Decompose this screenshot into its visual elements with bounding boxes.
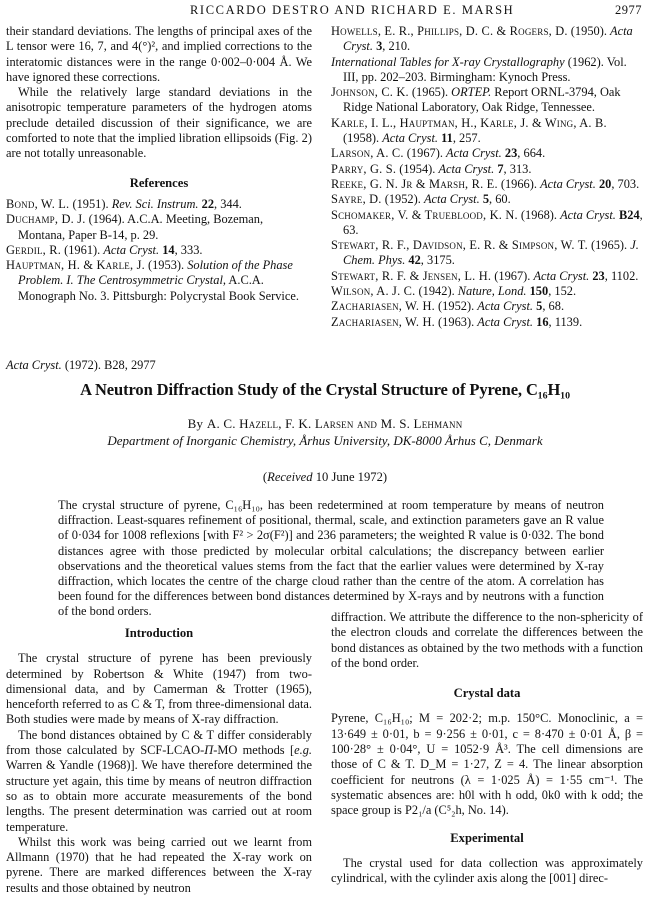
- introduction-paragraph-1: The crystal structure of pyrene has been previously determined by Robertson & White (1947) from two-dimensional data, and by Camerman & Trotter (1965), henceforth referred to as C & T, from three-dimensional data. Both studies were made by means of X-ray diffraction.: [6, 651, 312, 727]
- reference-item: Duchamp, D. J. (1964). A.C.A. Meeting, Bozeman, Montana, Paper B-14, p. 29.: [6, 212, 264, 242]
- reference-item: Johnson, C. K. (1965). ORTEP. Report ORNL-3794, Oak Ridge National Laboratory, Oak Ridge, Tennessee.: [331, 85, 621, 115]
- introduction-heading: Introduction: [124, 626, 194, 640]
- reference-item: Karle, I. L., Hauptman, H., Karle, J. & Wing, A. B. (1958). Acta Cryst. 11, 257.: [331, 115, 607, 146]
- references-heading: References: [129, 175, 189, 190]
- abstract-text: The crystal structure of pyrene, C₁₆H₁₀, has been redetermined at room temperature by means of neutron diffraction. Least-squares refinement of positional, thermal, scale, and extinction parameters gave an R value of 0·034 for 1008 reflexions [with F² > 2σ(F²)] and 236 parameters; the weighted R value is 0·032. The bond distances agree with those predicted by molecular orbital calculations; the discrepancy between earlier observations and the theoretical values stems from the fact that the earlier values were determined by X-ray diffraction, which locates the centre of the charge cloud rather than the centre of the atom. A correlation has been found for the differences between bond distances determined by X-rays and by neutrons with a function of the bond orders.: [58, 498, 604, 619]
- reference-item: Sayre, D. (1952). Acta Cryst. 5, 60.: [331, 192, 511, 207]
- experimental-heading: Experimental: [450, 830, 524, 845]
- introduction-paragraph-2: The bond distances obtained by C & T differ considerably from those calculated by SCF-LCAO-Π-MO methods [e.g. Warren & Yandle (1968)]. We have therefore determined the structure yet again, this time by means of neutron diffraction so as to obtain more accurate measurements of the bond lengths. The present determination was carried out at room temperature.: [6, 727, 312, 834]
- introduction-paragraph-3: Whilst this work was being carried out we learnt from Allmann (1970) that he had repeated the X-ray work on pyrene. There are marked differences between the X-ray results and those obtained by neutron: [6, 834, 312, 895]
- experimental-text: The crystal used for data collection was approximately cylindrical, with the cylinder axis along the [001] direc-: [331, 855, 643, 886]
- running-header: [0, 3, 650, 19]
- reference-item: Parry, G. S. (1954). Acta Cryst. 7, 313.: [331, 161, 532, 176]
- introduction-section: [6, 626, 312, 896]
- previous-article-left-column: [6, 24, 312, 304]
- reference-item: Stewart, R. F., Davidson, E. R. & Simpson, W. T. (1965). J. Chem. Phys. 42, 3175.: [331, 238, 639, 268]
- reference-item: Schomaker, V. & Trueblood, K. N. (1968). Acta Cryst. B24, 63.: [331, 207, 643, 237]
- introduction-paragraph-3-continued: diffraction. We attribute the difference to the non-sphericity of the electron clouds and correlate the differences between the bond distances as obtained by the two methods with a function of the bond order.: [331, 610, 643, 670]
- article-byline: By A. C. Hazell, F. K. Larsen and M. S. Lehmann: [187, 416, 463, 431]
- journal-citation: Acta Cryst. (1972). B28, 2977: [6, 358, 156, 372]
- reference-list-left: [6, 197, 312, 304]
- reference-item: Howells, E. R., Phillips, D. C. & Rogers, D. (1950). Acta Cryst. 3, 210.: [331, 24, 633, 54]
- reference-item: Hauptman, H. & Karle, J. (1953). Solution of the Phase Problem. I. The Centrosymmetric Crystal, A.C.A. Monograph No. 3. Pittsburgh: Polycrystal Book Service.: [6, 258, 299, 303]
- article-authors: A. C. Hazell, F. K. Larsen and M. S. Lehmann: [206, 416, 463, 431]
- reference-item: International Tables for X-ray Crystallography (1962). Vol. III, pp. 202–203. Birmingham: Kynoch Press.: [331, 54, 627, 84]
- crystal-data-heading: Crystal data: [453, 686, 521, 701]
- crystal-data-text: Pyrene, C₁₆H₁₀; M = 202·2; m.p. 150°C. Monoclinic, a = 13·649 ± 0·01, b = 9·256 ± 0·01, c = 8·470 ± 0·01 Å, β = 100·28° ± 0·04°, U = 1052·9 Å³. The cell dimensions are those of C & T. D_M = 1·27, Z = 4. The linear absorption coefficient for neutrons (λ = 1·025 Å) = 1·55 cm⁻¹. The systematic absences are: h0l with h odd, 0k0 with k odd; the space group is P2₁/a (C⁵₂h, No. 14).: [331, 711, 643, 818]
- previous-paragraph-1: their standard deviations. The lengths of principal axes of the L tensor were 16, 7, and 4(°)², and implied corrections to the interatomic distances were in the range 0·002–0·004 Å. We have ignored these corrections.: [6, 24, 312, 84]
- reference-item: Reeke, G. N. Jr & Marsh, R. E. (1966). Acta Cryst. 20, 703.: [331, 176, 640, 191]
- article-affiliation: Department of Inorganic Chemistry, Århus University, DK-8000 Århus C, Denmark: [107, 433, 543, 448]
- reference-item: Larson, A. C. (1967). Acta Cryst. 23, 664.: [331, 146, 546, 161]
- page-number: 2977: [615, 3, 642, 17]
- reference-item: Zachariasen, W. H. (1963). Acta Cryst. 16, 1139.: [331, 314, 583, 329]
- reference-item: Zachariasen, W. H. (1952). Acta Cryst. 5, 68.: [331, 299, 565, 314]
- reference-item: Wilson, A. J. C. (1942). Nature, Lond. 150, 152.: [331, 284, 577, 299]
- previous-paragraph-2: While the relatively large standard deviations in the anisotropic temperature parameters of the hydrogen atoms preclude detailed discussion of their significance, we are comforted to note that the implied libration ellipsoids (Fig. 2) are not totally unreasonable.: [6, 85, 312, 161]
- abstract: [58, 498, 604, 620]
- article-title: A Neutron Diffraction Study of the Crystal Structure of Pyrene, C₁₆H₁₀: [80, 380, 570, 399]
- reference-item: Gerdil, R. (1961). Acta Cryst. 14, 333.: [6, 242, 203, 257]
- running-header-authors: RICCARDO DESTRO AND RICHARD E. MARSH: [190, 3, 515, 17]
- received-date: (Received 10 June 1972): [262, 470, 388, 484]
- reference-item: Stewart, R. F. & Jensen, L. H. (1967). Acta Cryst. 23, 1102.: [331, 268, 639, 283]
- right-bottom-column: [331, 610, 643, 886]
- reference-item: Bond, W. L. (1951). Rev. Sci. Instrum. 22, 344.: [6, 196, 242, 211]
- reference-list-right: [331, 24, 643, 330]
